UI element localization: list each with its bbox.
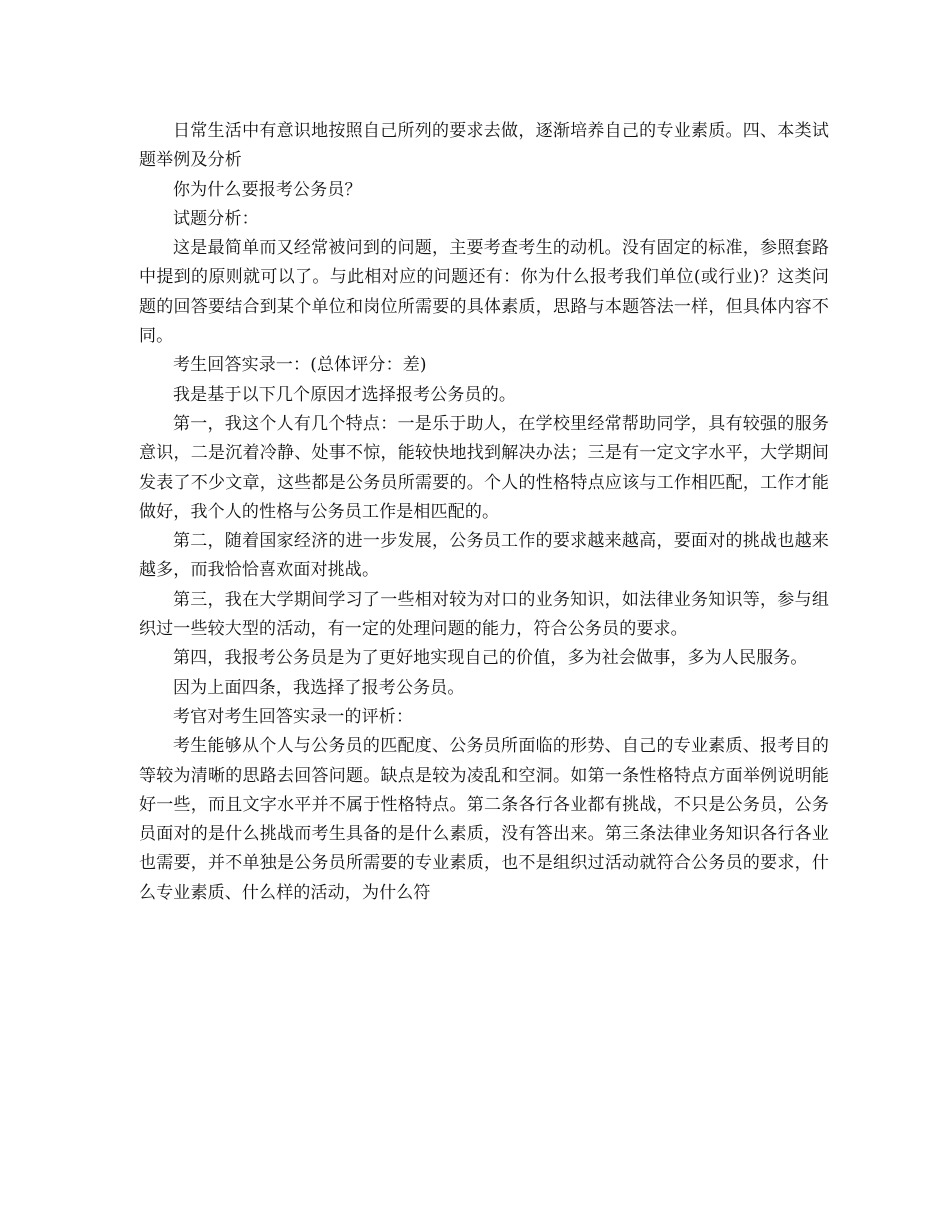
answer-point-4: 第四，我报考公务员是为了更好地实现自己的价值，多为社会做事，多为人民服务。 xyxy=(173,648,808,669)
answer-conclusion: 因为上面四条，我选择了报考公务员。 xyxy=(173,677,465,698)
document-body xyxy=(139,117,829,908)
answer-point-2: 第二，随着国家经济的进一步发展，公务员工作的要求越来越高，要面对的挑战也越来越多，而我恰恰喜欢面对挑战。 xyxy=(139,531,829,581)
analysis-paragraph: 这是最简单而又经常被问到的问题，主要考查考生的动机。没有固定的标准，参照套路中提到的原则就可以了。与此相对应的问题还有：你为什么报考我们单位(或行业)？这类问题的回答要结合到某个单位和岗位所需要的具体素质，思路与本题答法一样，但具体内容不同。 xyxy=(139,238,829,347)
paragraph-continuation: 日常生活中有意识地按照自己所列的要求去做，逐渐培养自己的专业素质。四、本类试题举例及分析 xyxy=(139,121,829,171)
examiner-review-heading: 考官对考生回答实录一的评析： xyxy=(173,706,414,727)
examiner-review-paragraph: 考生能够从个人与公务员的匹配度、公务员所面临的形势、自己的专业素质、报考目的等较为清晰的思路去回答问题。缺点是较为凌乱和空洞。如第一条性格特点方面举例说明能好一些，而且文字水平并不属于性格特点。第二条各行各业都有挑战，不只是公务员，公务员面对的是什么挑战而考生具备的是什么素质，没有答出来。第三条法律业务知识各行各业也需要，并不单独是公务员所需要的专业素质，也不是组织过活动就符合公务员的要求，什么专业素质、什么样的活动，为什么符 xyxy=(139,736,829,903)
answer-record-heading: 考生回答实录一：(总体评分：差) xyxy=(173,355,427,376)
answer-point-1: 第一，我这个人有几个特点：一是乐于助人，在学校里经常帮助同学，具有较强的服务意识，二是沉着冷静、处事不惊，能较快地找到解决办法；三是有一定文字水平，大学期间发表了不少文章，这些都是公务员所需要的。个人的性格特点应该与工作相匹配，工作才能做好，我个人的性格与公务员工作是相匹配的。 xyxy=(139,413,829,522)
analysis-heading: 试题分析： xyxy=(173,208,259,229)
answer-point-3: 第三，我在大学期间学习了一些相对较为对口的业务知识，如法律业务知识等，参与组织过一些较大型的活动，有一定的处理问题的能力，符合公务员的要求。 xyxy=(139,589,829,640)
answer-intro: 我是基于以下几个原因才选择报考公务员的。 xyxy=(173,384,516,405)
question-heading: 你为什么要报考公务员？ xyxy=(173,179,362,200)
